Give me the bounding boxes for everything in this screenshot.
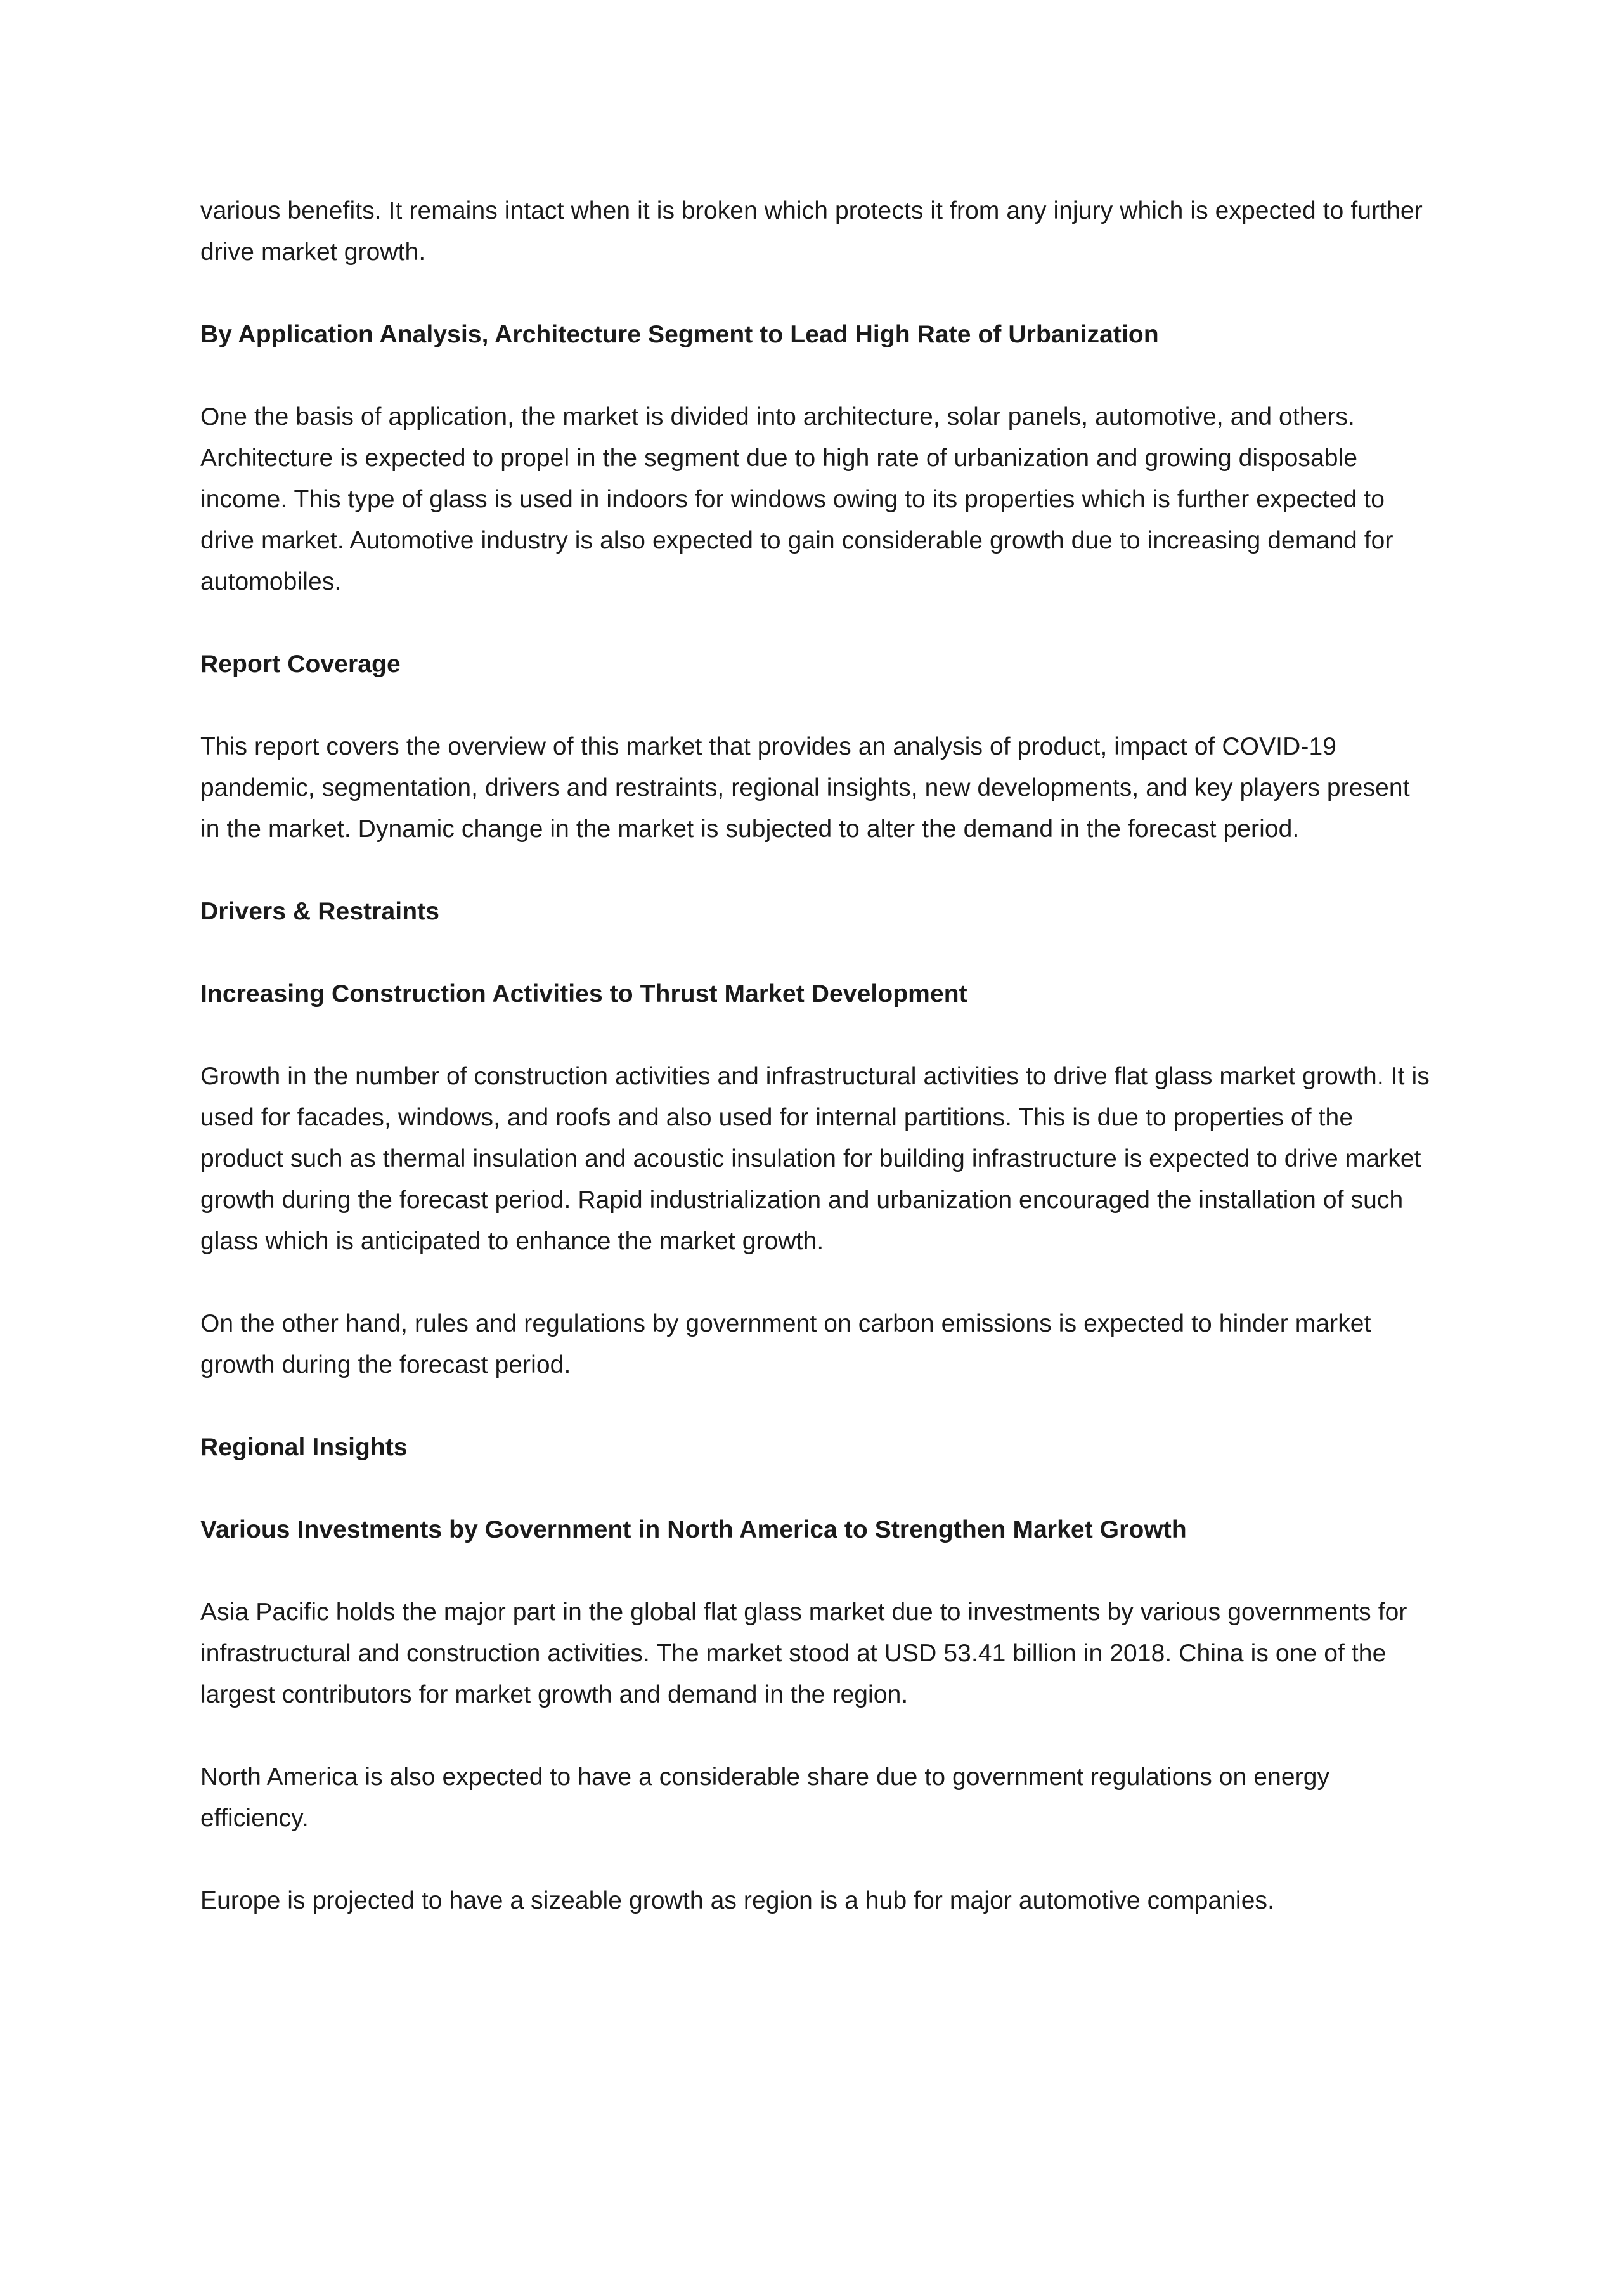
paragraph-north-america: North America is also expected to have a considerable share due to government regulations on energy efficiency. (200, 1763, 1330, 1832)
heading-various-investments: Various Investments by Government in North America to Strengthen Market Growth (200, 1516, 1187, 1543)
paragraph-intro-continued: various benefits. It remains intact when it is broken which protects it from any injury which is expected to further drive market growth. (200, 197, 1423, 266)
document-body (200, 190, 1430, 1962)
heading-report-coverage: Report Coverage (200, 651, 401, 678)
heading-by-application-analysis: By Application Analysis, Architecture Segment to Lead High Rate of Urbanization (200, 321, 1159, 348)
heading-increasing-construction-activities: Increasing Construction Activities to Thrust Market Development (200, 980, 967, 1008)
paragraph-application-analysis: One the basis of application, the market is divided into architecture, solar panels, automotive, and others. Architecture is expected to propel in the segment due to high rate of urbanization and growing disposable income. This type of glass is used in indoors for windows owing to its properties which is further expected to drive market. Automotive industry is also expected to gain considerable growth due to increasing demand for automobiles. (200, 403, 1393, 595)
heading-regional-insights: Regional Insights (200, 1434, 408, 1461)
paragraph-construction-growth: Growth in the number of construction activities and infrastructural activities to drive flat glass market growth. It is used for facades, windows, and roofs and also used for internal partitions. This is due to properties of the product such as thermal insulation and acoustic insulation for building infrastructure is expected to drive market growth during the forecast period. Rapid industrialization and urbanization encouraged the installation of such glass which is anticipated to enhance the market growth. (200, 1063, 1430, 1255)
paragraph-asia-pacific: Asia Pacific holds the major part in the global flat glass market due to investments by various governments for infrastructural and construction activities. The market stood at USD 53.41 billion in 2018. China is one of the largest contributors for market growth and demand in the region. (200, 1599, 1407, 1708)
paragraph-report-coverage: This report covers the overview of this market that provides an analysis of product, impact of COVID-19 pandemic, segmentation, drivers and restraints, regional insights, new developments, and key players present in the market. Dynamic change in the market is subjected to alter the demand in the forecast period. (200, 733, 1410, 843)
heading-drivers-restraints: Drivers & Restraints (200, 898, 439, 925)
paragraph-europe: Europe is projected to have a sizeable growth as region is a hub for major automotive companies. (200, 1887, 1275, 1914)
paragraph-carbon-emissions: On the other hand, rules and regulations by government on carbon emissions is expected to hinder market growth during the forecast period. (200, 1310, 1371, 1378)
